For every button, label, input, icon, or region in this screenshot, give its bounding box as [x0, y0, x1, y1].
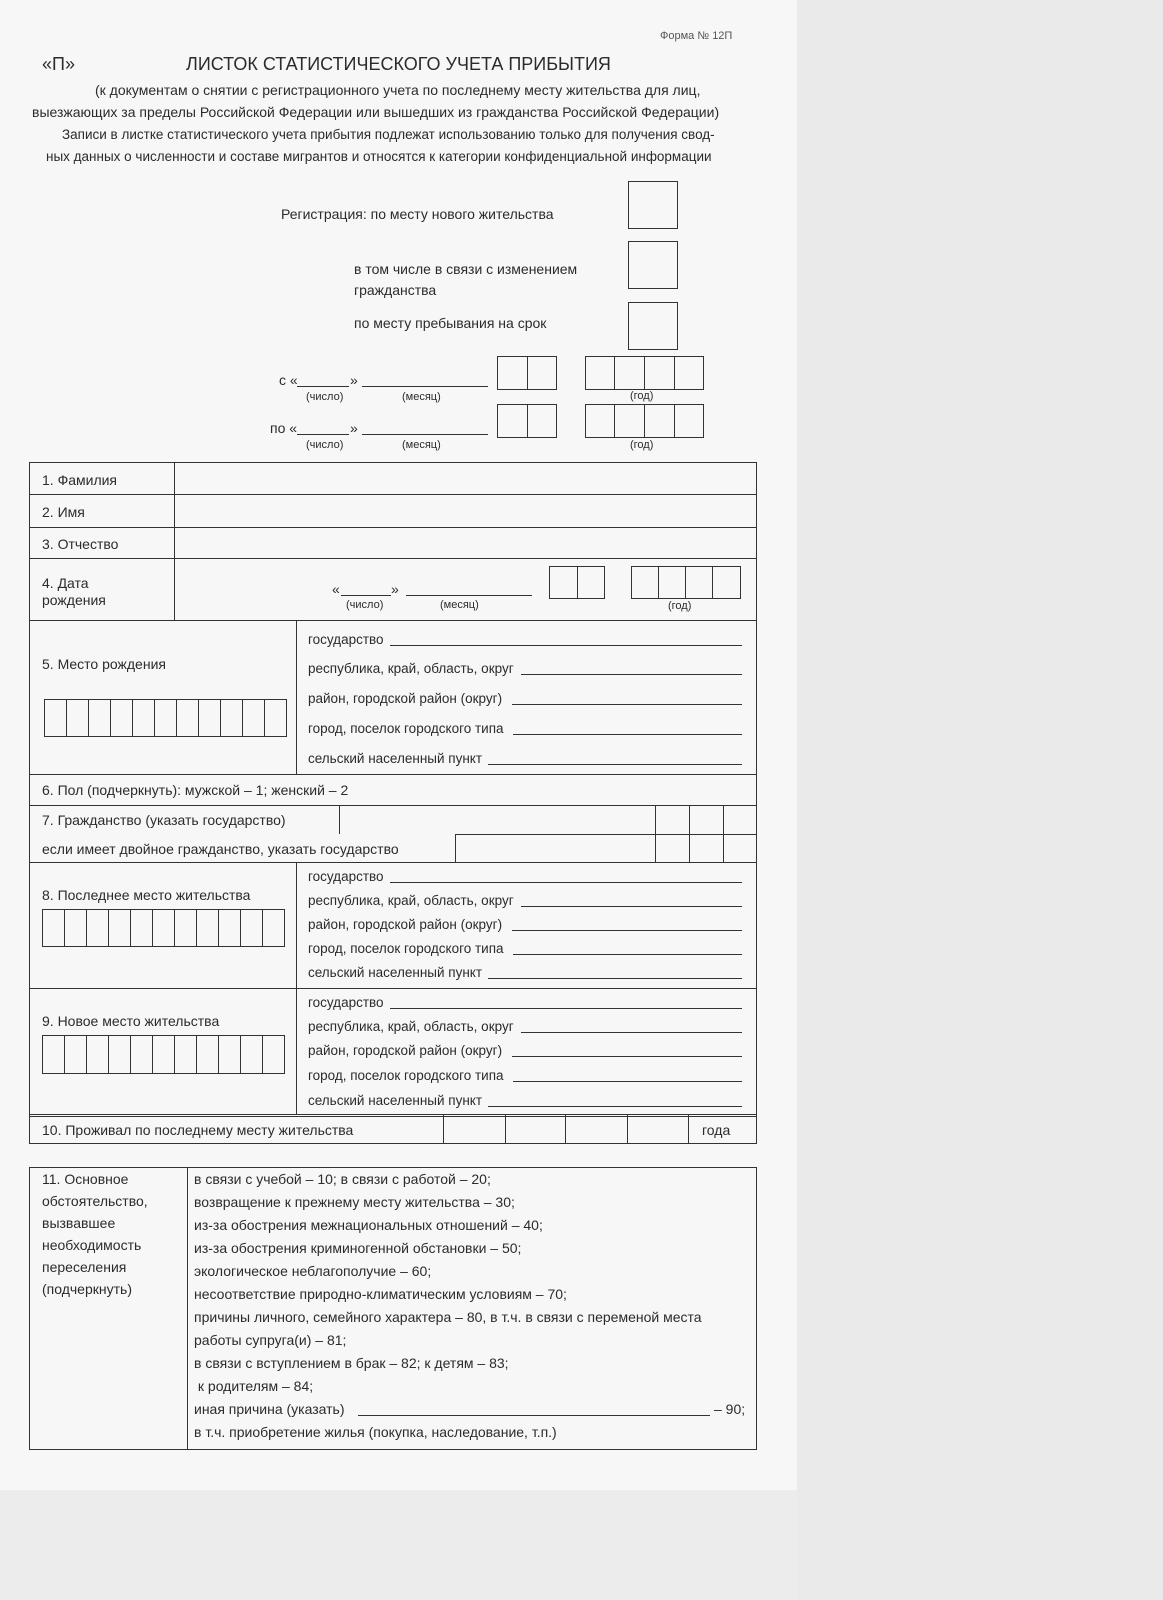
sex-label[interactable]: 6. Пол (подчеркнуть): мужской – 1; женский – 2: [42, 782, 349, 798]
from-prefix: с «: [279, 372, 298, 388]
birth-state-label: государство: [308, 632, 384, 647]
digit-divider: [86, 909, 87, 947]
reason-label-3: вызвавшее: [42, 1215, 116, 1231]
digit-divider: [527, 404, 528, 438]
birth-region-label: республика, край, область, округ: [308, 661, 514, 676]
new-village-input[interactable]: [488, 1106, 742, 1107]
digit-divider: [685, 566, 686, 599]
reason-option[interactable]: из-за обострения межнациональных отношений – 40;: [194, 1217, 543, 1233]
digit-divider: [262, 1035, 263, 1074]
citizenship-change-label-1: в том числе в связи с изменением: [354, 261, 578, 277]
col-divider: [339, 805, 340, 834]
digit-divider: [644, 356, 645, 390]
reason-option[interactable]: к родителям – 84;: [194, 1378, 314, 1394]
birth-village-input[interactable]: [488, 764, 742, 765]
last-city-input[interactable]: [513, 954, 742, 955]
digit-divider: [130, 1035, 131, 1074]
last-village-label: сельский населенный пункт: [308, 965, 483, 980]
new-district-label: район, городской район (округ): [308, 1043, 503, 1058]
from-day-caption: (число): [306, 391, 344, 403]
reason-option[interactable]: возвращение к прежнему месту жительства – 30;: [194, 1194, 515, 1210]
digit-divider: [110, 699, 111, 737]
birth-district-label: район, городской район (округ): [308, 691, 503, 706]
lived-label: 10. Проживал по последнему месту жительства: [42, 1122, 354, 1138]
digit-divider: [108, 1035, 109, 1074]
digit-divider: [240, 909, 241, 947]
reason-option[interactable]: причины личного, семейного характера – 80, в т.ч. в связи с переменой места: [194, 1309, 702, 1325]
last-district-label: район, городской район (округ): [308, 917, 503, 932]
digit-divider: [132, 699, 133, 737]
stay-term-label: по месту пребывания на срок: [354, 315, 547, 331]
last-region-input[interactable]: [521, 906, 742, 907]
from-day-input[interactable]: [297, 386, 349, 387]
new-district-input[interactable]: [512, 1056, 742, 1057]
dob-quote-open: «: [332, 581, 340, 597]
digit-divider: [108, 909, 109, 947]
digit-divider: [130, 909, 131, 947]
digit-divider: [712, 566, 713, 599]
row-divider: [29, 988, 757, 989]
from-month-input[interactable]: [362, 386, 488, 387]
to-day-input[interactable]: [297, 434, 349, 435]
digit-divider: [674, 404, 675, 438]
digit-divider: [152, 909, 153, 947]
digit-divider: [176, 699, 177, 737]
new-city-input[interactable]: [513, 1081, 742, 1082]
dual-citizenship-label: если имеет двойное гражданство, указать государство: [42, 841, 399, 857]
from-year-caption: (год): [630, 390, 654, 402]
confidential-note-2: ных данных о численности и составе мигрантов и относятся к категории конфиденциальной информации: [46, 149, 712, 164]
new-state-label: государство: [308, 995, 384, 1010]
birthplace-label: 5. Место рождения: [42, 656, 166, 672]
digit-divider: [154, 699, 155, 737]
col-divider: [688, 1114, 689, 1144]
new-village-label: сельский населенный пункт: [308, 1093, 483, 1108]
reason-option[interactable]: работы супруга(и) – 81;: [194, 1332, 347, 1348]
digit-divider: [152, 1035, 153, 1074]
reason-option[interactable]: в связи с учебой – 10; в связи с работой – 20;: [194, 1171, 491, 1187]
dob-label-2: рождения: [42, 592, 106, 608]
reason-label-5: переселения: [42, 1259, 127, 1275]
col-divider: [443, 1114, 444, 1144]
last-residence-code-digits[interactable]: [42, 909, 285, 947]
digit-divider: [264, 699, 265, 737]
citizenship-input[interactable]: [341, 807, 654, 833]
reason-label-6: (подчеркнуть): [42, 1281, 132, 1297]
digit-divider: [196, 1035, 197, 1074]
reason-label-1: 11. Основное: [42, 1171, 129, 1187]
name-label: 2. Имя: [42, 504, 85, 520]
last-residence-label: 8. Последнее место жительства: [42, 887, 251, 903]
from-month-caption: (месяц): [402, 391, 441, 403]
dob-month-caption: (месяц): [440, 599, 479, 611]
reason-option[interactable]: в связи с вступлением в брак – 82; к детям – 83;: [194, 1355, 509, 1371]
row-divider: [29, 805, 757, 806]
citizenship-change-label-2: гражданства: [354, 282, 437, 298]
registration-new-residence-checkbox[interactable]: [628, 181, 678, 229]
reason-option[interactable]: экологическое неблагополучие – 60;: [194, 1263, 432, 1279]
reason-option[interactable]: из-за обострения криминогенной обстановки – 50;: [194, 1240, 522, 1256]
new-state-input[interactable]: [390, 1008, 742, 1009]
surname-input[interactable]: [176, 464, 754, 493]
birth-state-input[interactable]: [390, 645, 742, 646]
last-city-label: город, поселок городского типа: [308, 941, 504, 956]
digit-divider: [644, 404, 645, 438]
row-divider: [29, 494, 757, 495]
col-divider: [174, 462, 175, 620]
new-residence-label: 9. Новое место жительства: [42, 1013, 220, 1029]
background-page: [797, 0, 1163, 1600]
name-input[interactable]: [176, 496, 754, 526]
citizenship-label: 7. Гражданство (указать государство): [42, 812, 286, 828]
reason-option[interactable]: в т.ч. приобретение жилья (покупка, наследование, т.п.): [194, 1424, 557, 1440]
confidential-note-1: Записи в листке статистического учета прибытия подлежат использованию только для получения свод-: [62, 127, 715, 142]
citizenship-code-digits[interactable]: [657, 807, 755, 860]
reason-option-other[interactable]: иная причина (указать): [194, 1401, 345, 1417]
subtitle-line-2: выезжающих за пределы Российской Федерации или вышедших из гражданства Российской Федерации): [32, 104, 720, 120]
digit-divider: [614, 404, 615, 438]
reason-option[interactable]: несоответствие природно-климатическим условиям – 70;: [194, 1286, 567, 1302]
row-divider: [29, 774, 757, 775]
to-quote-close: »: [350, 420, 358, 436]
other-reason-input[interactable]: [358, 1415, 710, 1416]
col-divider: [296, 862, 297, 1114]
last-district-input[interactable]: [512, 930, 742, 931]
dob-year-caption: (год): [668, 600, 692, 612]
to-year-caption: (год): [630, 439, 654, 451]
years-label: года: [702, 1122, 731, 1138]
col-divider: [187, 1167, 188, 1450]
last-state-label: государство: [308, 869, 384, 884]
digit-divider: [86, 1035, 87, 1074]
digit-divider: [527, 356, 528, 390]
birth-village-label: сельский населенный пункт: [308, 751, 483, 766]
registration-new-residence-label: Регистрация: по месту нового жительства: [281, 206, 554, 222]
birthplace-code-digits[interactable]: [44, 699, 287, 737]
reason-label-4: необходимость: [42, 1237, 142, 1253]
digit-divider: [658, 566, 659, 599]
last-state-input[interactable]: [390, 882, 742, 883]
digit-divider: [674, 356, 675, 390]
form-number: Форма № 12П: [660, 30, 733, 42]
citizenship-change-checkbox[interactable]: [628, 241, 678, 289]
digit-divider: [242, 699, 243, 737]
row-divider: [29, 558, 757, 559]
col-divider: [296, 620, 297, 774]
dob-day-caption: (число): [346, 599, 384, 611]
col-divider: [655, 805, 656, 862]
digit-divider: [66, 699, 67, 737]
last-village-input[interactable]: [488, 978, 742, 979]
birth-region-input[interactable]: [521, 674, 742, 675]
other-reason-code: – 90;: [714, 1401, 746, 1417]
digit-divider: [577, 566, 578, 599]
form-code: «П»: [42, 54, 75, 74]
new-region-label: республика, край, область, округ: [308, 1019, 514, 1034]
col-divider: [455, 834, 456, 862]
years-lived-digits[interactable]: [445, 1116, 687, 1143]
new-city-label: город, поселок городского типа: [308, 1068, 504, 1083]
dob-year-digits[interactable]: [631, 566, 741, 599]
from-quote-close: »: [350, 372, 358, 388]
birth-city-input[interactable]: [513, 734, 742, 735]
digit-divider: [174, 909, 175, 947]
dob-label-1: 4. Дата: [42, 575, 89, 591]
form-title: ЛИСТОК СТАТИСТИЧЕСКОГО УЧЕТА ПРИБЫТИЯ: [186, 54, 611, 74]
subtitle-line-1: (к документам о снятии с регистрационного учета по последнему месту жительства для лиц,: [95, 82, 701, 98]
dual-citizenship-input[interactable]: [457, 836, 654, 861]
dob-month-input[interactable]: [406, 595, 532, 596]
digit-divider: [196, 909, 197, 947]
digit-divider: [240, 1035, 241, 1074]
row-divider: [29, 862, 757, 863]
dob-day-input[interactable]: [341, 595, 391, 596]
birth-city-label: город, поселок городского типа: [308, 721, 504, 736]
to-prefix: по «: [270, 420, 298, 436]
birth-district-input[interactable]: [512, 704, 742, 705]
row-divider: [29, 620, 757, 621]
digit-divider: [174, 1035, 175, 1074]
surname-label: 1. Фамилия: [42, 472, 118, 488]
digit-divider: [64, 909, 65, 947]
patronymic-label: 3. Отчество: [42, 536, 119, 552]
digit-divider: [262, 909, 263, 947]
last-region-label: республика, край, область, округ: [308, 893, 514, 908]
patronymic-input[interactable]: [176, 529, 754, 557]
to-day-caption: (число): [306, 439, 344, 451]
digit-divider: [220, 699, 221, 737]
digit-divider: [88, 699, 89, 737]
row-divider: [29, 527, 757, 528]
digit-divider: [218, 1035, 219, 1074]
digit-divider: [614, 356, 615, 390]
digit-divider: [198, 699, 199, 737]
digit-divider: [64, 1035, 65, 1074]
stay-term-checkbox[interactable]: [628, 302, 678, 350]
to-month-input[interactable]: [362, 434, 488, 435]
new-region-input[interactable]: [521, 1032, 742, 1033]
new-residence-code-digits[interactable]: [42, 1035, 285, 1074]
digit-divider: [218, 909, 219, 947]
dob-quote-close: »: [391, 581, 399, 597]
to-month-caption: (месяц): [402, 439, 441, 451]
reason-label-2: обстоятельство,: [42, 1193, 148, 1209]
